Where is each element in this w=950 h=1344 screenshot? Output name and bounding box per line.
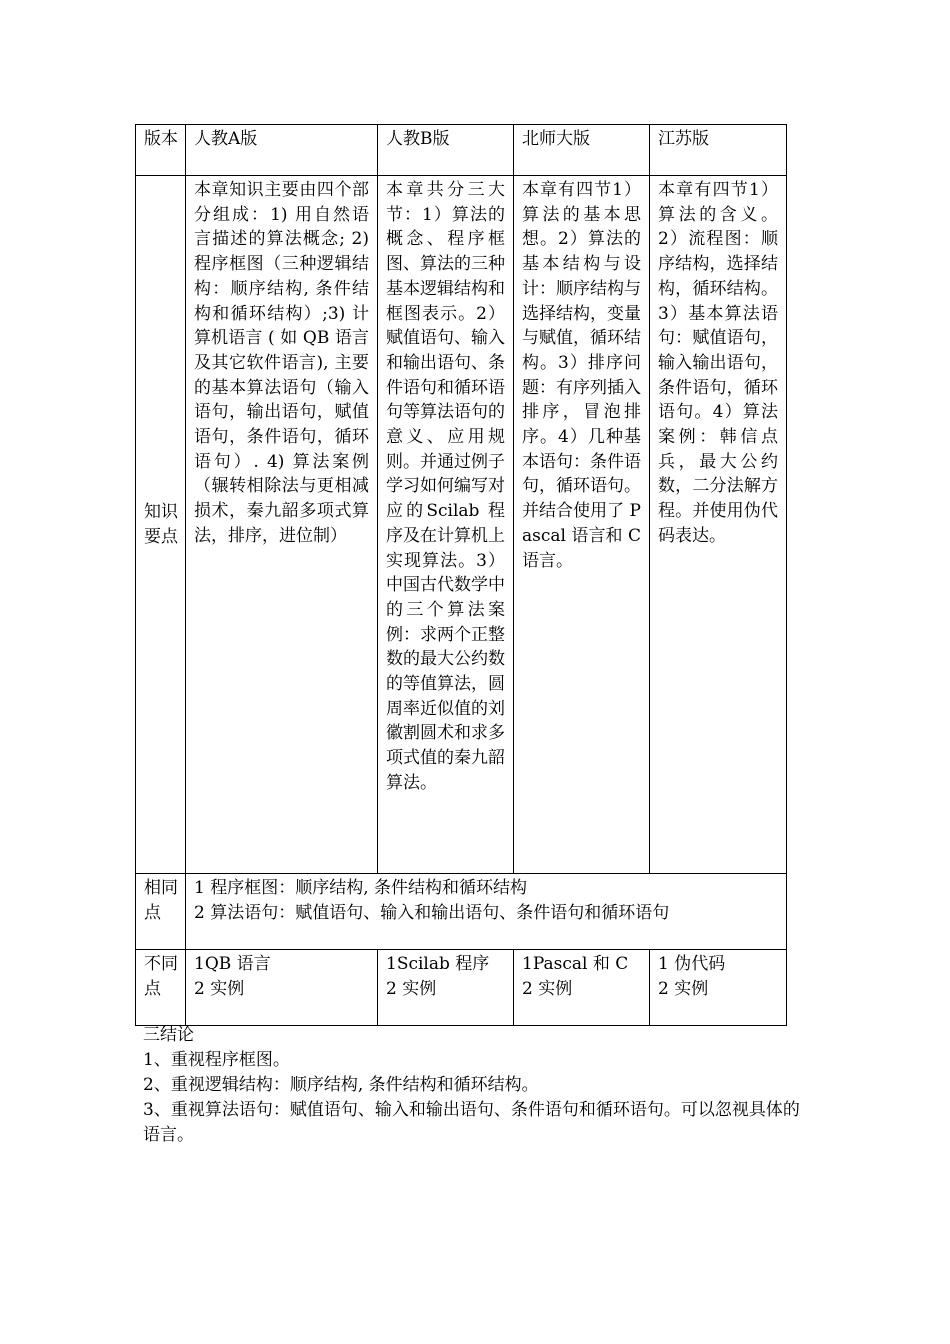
- knowledge-row: [136, 176, 787, 874]
- diff-cell-renjiao-a: [186, 950, 378, 1026]
- conclusion-section: [143, 1023, 808, 1148]
- diff-cell-line: 2 实例: [194, 978, 245, 999]
- conclusion-item-1: 1、重视程序框图。: [143, 1050, 290, 1070]
- same-points-cell: [186, 874, 787, 950]
- diff-cell-line: 2 实例: [658, 978, 709, 999]
- header-col-beishida: 北师大版: [514, 125, 650, 176]
- same-points-row: [136, 874, 787, 950]
- same-points-label: 相同点: [136, 874, 186, 950]
- diff-cell-line: 1Scilab 程序: [386, 954, 490, 974]
- diff-cell-jiangsu: [650, 950, 787, 1026]
- diff-cell-renjiao-b: [378, 950, 514, 1026]
- conclusion-item-3: 3、重视算法语句：赋值语句、输入和输出语句、条件语句和循环语句。可以忽视具体的语言。: [143, 1100, 800, 1145]
- diff-cell-line: 1Pascal 和 C: [522, 954, 629, 974]
- knowledge-cell-renjiao-a: 本章知识主要由四个部分组成：1) 用自然语言描述的算法概念; 2)程序框图（三种逻辑结构：顺序结构, 条件结构和循环结构）;3) 计算机语言 ( 如 QB 语言及其它软件语言), 主要的基本算法语句（输入语句，输出语句，赋值语句，条件语句，循环语句）. 4) 算法案例（辗转相除法与更相减损术，秦九韶多项式算法，排序，进位制）: [186, 176, 378, 874]
- diff-cell-line: 2 实例: [386, 978, 437, 999]
- diff-points-row: [136, 950, 787, 1026]
- header-col-renjiao-b: 人教B版: [378, 125, 514, 176]
- diff-cell-line: 1QB 语言: [194, 954, 271, 974]
- header-col-renjiao-a: 人教A版: [186, 125, 378, 176]
- header-row-label: 版本: [136, 125, 186, 176]
- knowledge-cell-renjiao-b: 本章共分三大节：1）算法的概念、程序框图、算法的三种基本逻辑结构和框图表示。2）赋值语句、输入和输出语句、条件语句和循环语句等算法语句的意义、应用规则。并通过例子学习如何编写对应的Scilab 程序及在计算机上实现算法。3）中国古代数学中的三个算法案例：求两个正整数的最大公约数的等值算法，圆周率近似值的刘徽割圆术和求多项式值的秦九韶算法。: [378, 176, 514, 874]
- same-points-line-1: 1 程序框图：顺序结构, 条件结构和循环结构: [194, 878, 528, 898]
- diff-points-label: 不同点: [136, 950, 186, 1026]
- diff-cell-line: 1 伪代码: [658, 954, 726, 974]
- same-points-line-2: 2 算法语句：赋值语句、输入和输出语句、条件语句和循环语句: [194, 902, 670, 923]
- diff-cell-line: 2 实例: [522, 978, 573, 999]
- knowledge-cell-beishida: 本章有四节1）算法的基本思想。2）算法的基本结构与设计：顺序结构与选择结构，变量与赋值，循环结构。3）排序问题：有序列插入排序，冒泡排序。4）几种基本语句：条件语句，循环语句。并结合使用了 Pascal 语言和 C 语言。: [514, 176, 650, 874]
- header-col-jiangsu: 江苏版: [650, 125, 787, 176]
- comparison-table: [135, 124, 787, 1026]
- diff-cell-beishida: [514, 950, 650, 1026]
- conclusion-title: 三结论: [143, 1025, 194, 1045]
- header-row: [136, 125, 787, 176]
- knowledge-row-label: 知识要点: [136, 176, 186, 874]
- knowledge-cell-jiangsu: 本章有四节1）算法的含义。2）流程图：顺序结构，选择结构，循环结构。3）基本算法语句：赋值语句，输入输出语句，条件语句，循环语句。4）算法案例：韩信点兵，最大公约数，二分法解方程。并使用伪代码表达。: [650, 176, 787, 874]
- conclusion-item-2: 2、重视逻辑结构：顺序结构, 条件结构和循环结构。: [143, 1075, 539, 1095]
